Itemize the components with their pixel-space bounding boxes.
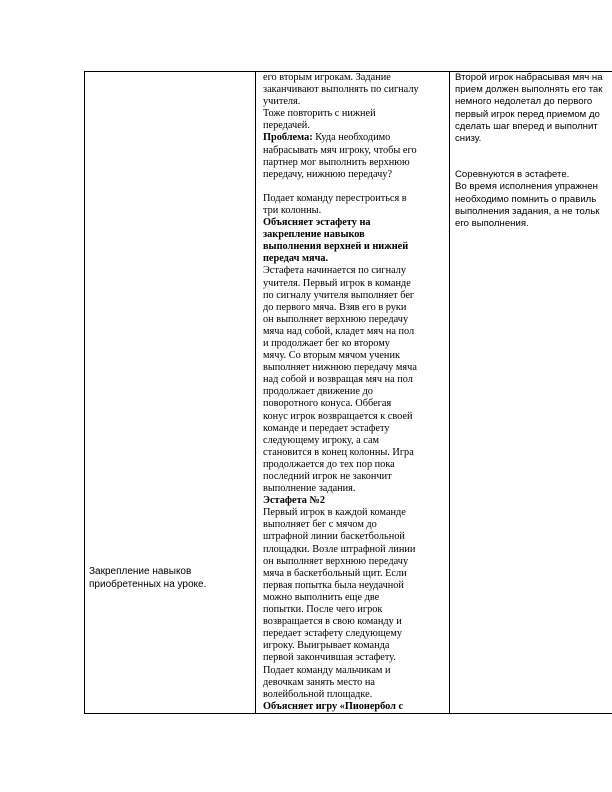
text-line: его вторым игрокам. Задание — [263, 72, 391, 83]
student-activity-text — [450, 72, 612, 230]
text-line: поворотного конуса. Оббегая — [263, 398, 392, 410]
text-line: продолжается до тех пор пока — [263, 458, 395, 470]
text-line: становится в конец колонны. Игра — [263, 446, 414, 458]
text-line: возвращается в свою команду и — [263, 616, 402, 628]
text-line: выполняет бег с мячом до — [263, 519, 377, 531]
student-activity-cell — [450, 72, 612, 714]
text-line: немного недолетал до первого — [455, 96, 593, 108]
text-line: площадки. Возле штрафной линии — [263, 543, 416, 555]
paragraph — [263, 193, 445, 217]
text-line: можно выполнить еще две — [263, 591, 380, 603]
text-line: три колонны. — [263, 204, 322, 216]
text-line: приобретенных на уроке. — [89, 579, 207, 590]
text-line: команде и передает эстафету — [263, 422, 390, 434]
text-line: девочкам занять место на — [263, 676, 375, 688]
relay-heading — [263, 217, 445, 265]
text-line: партнер мог выполнить верхнюю — [263, 156, 410, 168]
text-line: Эстафета начинается по сигналу — [263, 265, 407, 277]
text-line: выполняет нижнюю передачу мяча — [263, 362, 417, 374]
text-line: он выполняет верхнюю передачу — [263, 555, 409, 567]
lesson-stage-cell — [85, 72, 256, 714]
text-line: Подает команду перестроиться в — [263, 192, 407, 204]
text-line: по сигналу учителя выполняет бег — [263, 289, 415, 301]
text-line: попытки. После чего игрок — [263, 604, 383, 616]
text-line: Во время исполнения упражнен — [455, 181, 598, 193]
text-line: Подает команду мальчикам и — [263, 664, 391, 676]
text-line: передает эстафету следующему — [263, 628, 403, 640]
text-line: первый игрок перед приемом до — [455, 108, 600, 120]
text-line: его выполнения. — [455, 218, 529, 230]
text-line: первой закончившая эстафету. — [263, 652, 396, 664]
relay-2-heading: Эстафета №2 — [263, 495, 325, 507]
text-line: заканчивают выполнять по сигналу — [263, 84, 419, 96]
paragraph — [455, 72, 612, 145]
text-line: выполнение задания. — [263, 483, 356, 495]
text-line: до первого мяча. Взяв его в руки — [263, 301, 407, 313]
text-line: выполнения верхней и нижней — [263, 241, 409, 253]
text-line: закрепление навыков — [263, 229, 365, 241]
text-line: снизу. — [455, 133, 482, 145]
text-line: волейбольной площадке. — [263, 688, 373, 700]
text-line: Второй игрок набрасывая мяч на — [455, 72, 603, 83]
problem-paragraph — [263, 132, 445, 180]
paragraph — [455, 169, 612, 230]
text-line: набрасывать мяч игроку, чтобы его — [263, 144, 417, 156]
text-line: над собой и возвращая мяч на пол — [263, 374, 413, 386]
table-row — [85, 72, 612, 714]
paragraph — [263, 72, 445, 108]
text-line: Куда необходимо — [312, 132, 391, 144]
text-line: мячу. Со вторым мячом ученик — [263, 350, 400, 362]
relay-description — [263, 265, 445, 495]
text-line: учителя. — [263, 96, 301, 108]
text-line: штрафной линии баскетбольной — [263, 531, 405, 543]
text-line: передачу, нижнюю передачу? — [263, 168, 393, 180]
text-line: и продолжает бег ко второму — [263, 337, 390, 349]
text-line: передач мяча. — [263, 253, 329, 265]
text-line: игроку. Выигрывает команда — [263, 640, 390, 652]
text-line: прием должен выполнять его так — [455, 84, 603, 96]
relay-2-description — [263, 507, 445, 701]
text-line: выполнения задания, а не тольк — [455, 205, 600, 217]
text-line: следующему игроку, а сам — [263, 434, 380, 446]
problem-label: Проблема: — [263, 132, 313, 144]
game-heading: Объясняет игру «Пионербол с — [263, 700, 404, 712]
text-line: передачей. — [263, 120, 310, 132]
lesson-stage-text — [89, 565, 249, 591]
teacher-activity-cell — [256, 72, 450, 714]
text-line: он выполняет верхнюю передачу — [263, 313, 409, 325]
teacher-activity-text — [256, 72, 449, 713]
text-line: Тоже повторить с нижней — [263, 108, 376, 120]
text-line: мяча в баскетбольный щит. Если — [263, 567, 407, 579]
text-line: Первый игрок в каждой команде — [263, 507, 406, 519]
text-line: конус игрок возвращается к своей — [263, 410, 413, 422]
text-line: первая попытка была неудачной — [263, 579, 404, 591]
text-line: учителя. Первый игрок в команде — [263, 277, 411, 289]
text-line: мяча над собой, кладет мяч на пол — [263, 325, 415, 337]
lesson-plan-table — [84, 71, 612, 714]
text-line: сделать шаг вперед и выполнит — [455, 120, 598, 132]
spacer — [263, 181, 445, 193]
text-line: продолжает движение до — [263, 386, 373, 398]
text-line: Соревнуются в эстафете. — [455, 169, 570, 181]
paragraph — [263, 108, 445, 132]
text-line: Закрепление навыков — [89, 566, 192, 577]
text-line: Объясняет эстафету на — [263, 217, 371, 229]
text-line: необходимо помнить о правиль — [455, 193, 597, 205]
spacer — [455, 145, 612, 169]
text-line: последний игрок не закончит — [263, 471, 392, 482]
